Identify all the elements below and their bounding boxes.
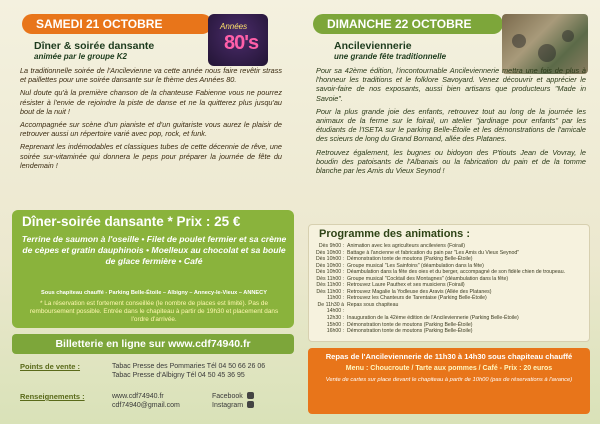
instagram-link[interactable] bbox=[212, 401, 254, 409]
programme-time: Dès 11h00 : bbox=[316, 275, 344, 282]
saturday-paragraph: La traditionnelle soirée de l'Ancilevienne va cette année nous faire revêtir strass et paillettes pour une soirée dansante sur le thème des Années 80. bbox=[20, 66, 282, 85]
dinner-note: * La réservation est fortement conseillée (le nombre de places est limité). Pas de remboursement possible. Entrée dans le chapiteau à partir de 19h30 et placement dans l'ordre d'arrivée. bbox=[29, 300, 279, 323]
badge-big-text: 80's bbox=[224, 32, 259, 54]
programme-label: Animation avec les agriculteurs ancileviens (Foirail) bbox=[347, 243, 465, 249]
renseignements-label: Renseignements : bbox=[20, 392, 85, 401]
programme-time: Dès 10h00 : bbox=[316, 269, 344, 276]
website-link[interactable]: www.cdf74940.fr bbox=[112, 393, 164, 400]
dinner-menu: Terrine de saumon à l'oseille • Filet de poulet fermier et sa crème de cèpes et gratin dauphinois • Moelleux au chocolat et sa boule de glace fermière • Café bbox=[21, 234, 287, 266]
badge-small-text: Années bbox=[220, 22, 248, 31]
dinner-box bbox=[12, 210, 294, 328]
programme-time: 16h00 : bbox=[326, 328, 344, 335]
programme-label: Retrouvez les Chanteurs de Tarentaise (Parking Belle-Étoile) bbox=[347, 295, 487, 302]
programme-time: Dès 9h00 : bbox=[318, 243, 344, 249]
sunday-event-title: Ancileviennerie bbox=[334, 40, 412, 52]
programme-list bbox=[315, 243, 587, 335]
email-link[interactable]: cdf74940@gmail.com bbox=[112, 402, 180, 409]
sunday-event-subtitle: une grande fête traditionnelle bbox=[334, 52, 447, 61]
instagram-icon bbox=[247, 401, 254, 408]
programme-time: Dès 11h00 : bbox=[316, 288, 344, 295]
facebook-link[interactable] bbox=[212, 392, 254, 400]
programme-time: Dès 11h00 : bbox=[316, 282, 344, 289]
sunday-tab: DIMANCHE 22 OCTOBRE bbox=[313, 14, 503, 34]
programme-label: Démonstration tonte de moutons (Parking Belle-Étoile) bbox=[347, 328, 473, 335]
repas-line3: Vente de cartes sur place devant le chapiteau à partir de 10h00 (pas de réservations à l'avance) bbox=[325, 377, 573, 383]
facebook-label: Facebook bbox=[212, 393, 243, 400]
annees-80-badge bbox=[208, 14, 268, 66]
programme-label: Battage à l'ancienne et fabrication du pain par "Les Amis du Vieux Seynod" bbox=[347, 249, 520, 256]
saturday-description bbox=[20, 66, 282, 174]
programme-time: Dès 10h00 : bbox=[316, 262, 344, 269]
programme-time: 12h30 : bbox=[326, 315, 344, 322]
dinner-title: Dîner-soirée dansante * Prix : 25 € bbox=[22, 214, 241, 229]
sunday-paragraph: Pour sa 42ème édition, l'incontournable Ancileviennerie mettra une fois de plus à l'honneur les traditions et le folklore Savoyard. Venez découvrir et apprécier le savoir-faire de nos exposants, aussi bien artisans que producteurs "Made in Savoie". bbox=[316, 66, 586, 103]
sunday-paragraph: Pour la plus grande joie des enfants, retrouvez tout au long de la journée les animaux de la ferme sur le foirail, un atelier "jardinage pour enfants" par les étudiants de l'ISETA sur le parking Belle-Étoile et les démonstrations de l'amicale des scieurs de long du Grand Bornand, allée des Platanes. bbox=[316, 106, 586, 144]
saturday-event-title: Dîner & soirée dansante bbox=[34, 40, 155, 52]
programme-row bbox=[315, 328, 587, 335]
programme-time: 15h00 : bbox=[326, 321, 344, 328]
points-vente-label: Points de vente : bbox=[20, 362, 81, 371]
programme-label: Retrouvez Laure Pauthex et ses musiciens (Foirail) bbox=[347, 282, 465, 289]
programme-label: Démonstration tonte de moutons (Parking Belle-Étoile) bbox=[347, 256, 473, 263]
facebook-icon bbox=[247, 392, 254, 399]
saturday-paragraph: Accompagnée sur scène d'un pianiste et d'un guitariste vous aurez le plaisir de retrouver aussi un répertoire varié avec pop, rock, et funk. bbox=[20, 120, 282, 139]
saturday-paragraph: Nul doute qu'à la première chanson de la chanteuse Fabienne vous ne pourrez résister à l'envie de rejoindre la piste de danse et ne la quitterez plus jusqu'au bout de la nuit ! bbox=[20, 88, 282, 116]
programme-time: 11h00 : bbox=[327, 295, 344, 302]
instagram-label: Instagram bbox=[212, 402, 244, 409]
programme-label: Inauguration de la 42ème édition de l'Ancileviennerie (Parking Belle-Étoile) bbox=[347, 315, 519, 322]
programme-time: Dès 10h00 : bbox=[316, 256, 344, 263]
programme-label: Retrouvez Magalie la Yodleuse des Aravis (Allée des Platanes) bbox=[347, 288, 492, 295]
fair-photo bbox=[502, 14, 588, 74]
programme-box bbox=[308, 224, 590, 342]
saturday-tab: SAMEDI 21 OCTOBRE bbox=[22, 14, 212, 34]
repas-line1: Repas de l'Ancileviennerie de 11h30 à 14h30 sous chapiteau chauffé bbox=[325, 352, 573, 361]
programme-time: Dès 10h00 : bbox=[316, 249, 344, 256]
points-vente-line1: Tabac Presse des Pommaries Tél 04 50 66 26 06 bbox=[112, 363, 266, 370]
sunday-paragraph: Retrouvez également, les bugnes ou bidoyon des P'tiouts Jean de Vovray, le boudin des patoisants de l'Albanais ou la fabrication du pain et de la tomme blanche par les Amis du Vieux Seynod ! bbox=[316, 147, 586, 176]
programme-label: Repas sous chapiteau bbox=[347, 301, 399, 308]
points-vente-line2: Tabac Presse d'Albigny Tél 04 50 45 36 95 bbox=[112, 372, 245, 379]
saturday-paragraph: Reprenant les indémodables et classiques tubes de cette décennie de rêve, une soirée sur-vitaminée qui donnera le peps pour préparer la journée de fête du lendemain ! bbox=[20, 142, 282, 170]
programme-label: Déambulation dans la fête des oies et du berger, accompagné de son fidèle chien de troupeau. bbox=[347, 269, 566, 276]
programme-label: Groupe musical "Cocktail des Montagnes" (déambulation dans la fête) bbox=[347, 275, 509, 282]
repas-line2: Menu : Choucroute / Tarte aux pommes / Café - Prix : 20 euros bbox=[345, 365, 553, 372]
repas-box bbox=[308, 348, 590, 414]
saturday-event-subtitle: animée par le groupe K2 bbox=[34, 52, 127, 61]
programme-label: Démonstration tonte de moutons (Parking Belle-Étoile) bbox=[347, 321, 473, 328]
programme-title: Programme des animations : bbox=[319, 228, 470, 240]
programme-label: Groupe musical "Les Sainfoins" (déambulation dans la fête) bbox=[347, 262, 484, 269]
programme-row bbox=[315, 302, 587, 315]
programme-time: De 11h30 à 14h00 : bbox=[317, 301, 344, 315]
sunday-description bbox=[316, 66, 586, 179]
billetterie-banner[interactable]: Billetterie en ligne sur www.cdf74940.fr bbox=[12, 334, 294, 354]
dinner-location: Sous chapiteau chauffé - Parking Belle-Étoile – Albigny – Annecy-le-Vieux – ANNECY bbox=[41, 290, 267, 296]
